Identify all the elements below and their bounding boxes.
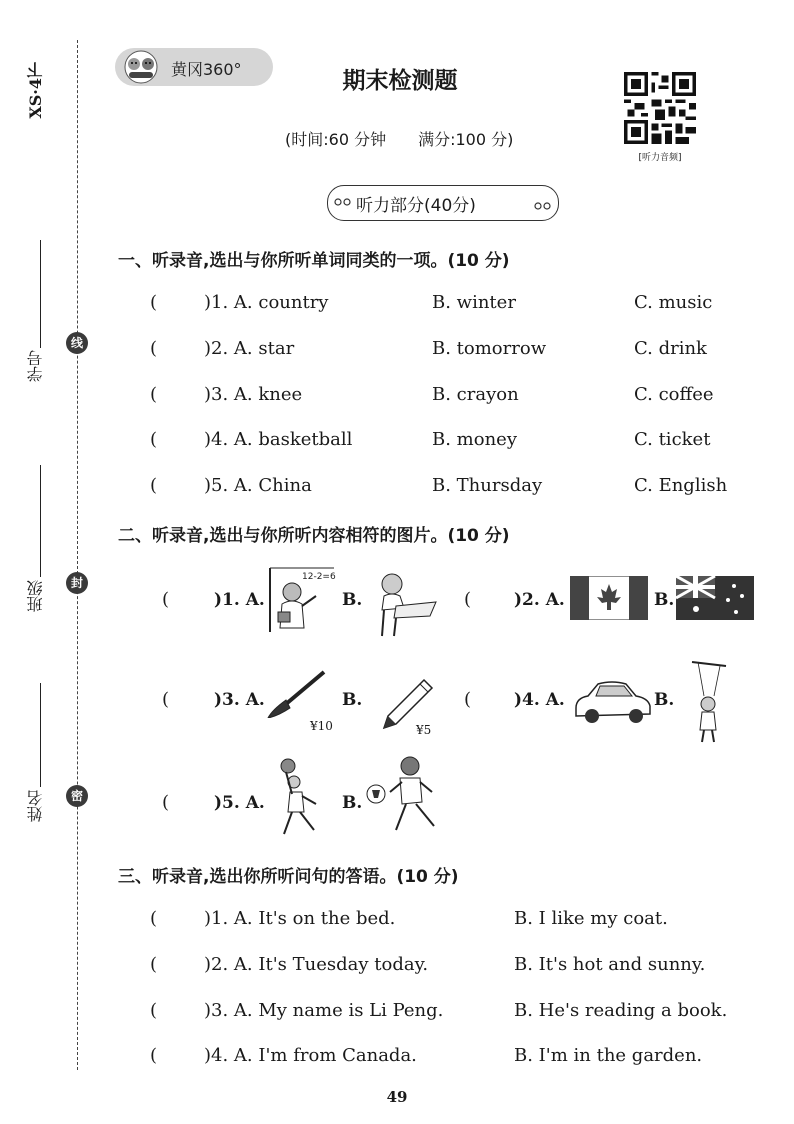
banner-dots-right-icon xyxy=(534,200,554,214)
answer-blank[interactable]: ( xyxy=(162,589,170,610)
answer-blank[interactable]: ( xyxy=(464,589,472,610)
option-a: )4. A. I'm from Canada. xyxy=(204,1045,417,1066)
option-b: B. I'm in the garden. xyxy=(514,1045,703,1066)
answer-blank[interactable]: ( xyxy=(162,689,170,710)
option-c: C. English xyxy=(634,475,728,496)
mark-feng: 封 xyxy=(66,572,88,594)
option-a: )3. A. knee xyxy=(204,384,303,405)
section1-heading: 一、听录音,选出与你所听单词同类的一项。(10 分) xyxy=(118,251,510,271)
answer-blank[interactable]: ( xyxy=(150,908,158,929)
price-b: ¥5 xyxy=(416,723,432,737)
banner-text: 听力部分(40分) xyxy=(356,196,476,216)
option-c: C. drink xyxy=(634,338,707,359)
answer-blank[interactable]: ( xyxy=(464,689,472,710)
blackboard-text: 12-2=6 xyxy=(302,572,336,582)
option-a: )2. A. It's Tuesday today. xyxy=(204,954,429,975)
option-b: B. He's reading a book. xyxy=(514,1000,728,1021)
football-player-icon xyxy=(362,752,446,836)
q2-b-label: B. xyxy=(654,590,675,610)
answer-blank[interactable]: ( xyxy=(150,954,158,975)
section-banner xyxy=(327,185,559,221)
section2-heading: 二、听录音,选出与你所听内容相符的图片。(10 分) xyxy=(118,526,510,546)
q2-label: )2. A. xyxy=(514,590,565,610)
option-b: B. Thursday xyxy=(432,475,543,496)
q1-label: )1. A. xyxy=(214,590,265,610)
option-b: B. I like my coat. xyxy=(514,908,668,929)
answer-blank[interactable]: ( xyxy=(150,384,158,405)
series-code: XS·4下 xyxy=(26,62,45,119)
brand-logo xyxy=(115,48,273,86)
page-number: 49 xyxy=(386,1088,408,1106)
q4-label: )4. A. xyxy=(514,690,565,710)
option-b: B. It's hot and sunny. xyxy=(514,954,706,975)
price-a: ¥10 xyxy=(310,719,333,733)
paintbrush-icon xyxy=(262,668,338,718)
student-no-label: 学号 xyxy=(26,350,45,382)
option-b: B. crayon xyxy=(432,384,519,405)
answer-blank[interactable]: ( xyxy=(150,1000,158,1021)
q1-b-label: B. xyxy=(342,590,363,610)
option-a: )4. A. basketball xyxy=(204,429,353,450)
option-c: C. ticket xyxy=(634,429,711,450)
basketball-player-icon xyxy=(264,756,330,840)
car-icon xyxy=(572,676,652,728)
answer-blank[interactable]: ( xyxy=(150,338,158,359)
option-c: C. coffee xyxy=(634,384,714,405)
page-title: 期末检测题 xyxy=(342,68,458,94)
teacher-blackboard-icon xyxy=(264,566,336,636)
exam-info: (时间:60 分钟 满分:100 分) xyxy=(285,130,514,149)
answer-blank[interactable]: ( xyxy=(150,475,158,496)
option-a: )3. A. My name is Li Peng. xyxy=(204,1000,444,1021)
qr-label: [听力音频] xyxy=(638,153,682,163)
answer-blank[interactable]: ( xyxy=(150,429,158,450)
student-no-line[interactable] xyxy=(40,240,41,348)
section3-heading: 三、听录音,选出你所听问句的答语。(10 分) xyxy=(118,867,459,887)
name-line[interactable] xyxy=(40,683,41,787)
student-writing-icon xyxy=(370,566,442,638)
canada-flag-icon xyxy=(570,576,648,620)
class-label: 班级 xyxy=(26,580,45,612)
qr-code-icon[interactable] xyxy=(624,72,696,144)
answer-blank[interactable]: ( xyxy=(150,1045,158,1066)
kids-mascot-icon xyxy=(121,50,161,84)
q3-b-label: B. xyxy=(342,690,363,710)
option-a: )1. A. It's on the bed. xyxy=(204,908,396,929)
mark-mi: 密 xyxy=(66,785,88,807)
q3-label: )3. A. xyxy=(214,690,265,710)
option-c: C. music xyxy=(634,292,713,313)
mark-xian: 线 xyxy=(66,332,88,354)
option-b: B. winter xyxy=(432,292,516,313)
name-label: 姓名 xyxy=(26,790,45,822)
option-b: B. tomorrow xyxy=(432,338,547,359)
logo-text: 黄冈360° xyxy=(171,60,242,79)
puppet-icon xyxy=(684,656,734,744)
option-b: B. money xyxy=(432,429,517,450)
option-a: )5. A. China xyxy=(204,475,312,496)
q5-b-label: B. xyxy=(342,793,363,813)
q5-label: )5. A. xyxy=(214,793,265,813)
answer-blank[interactable]: ( xyxy=(162,792,170,813)
banner-dots-icon xyxy=(334,196,354,210)
binding-dashed-line xyxy=(77,40,78,1070)
option-a: )2. A. star xyxy=(204,338,295,359)
option-a: )1. A. country xyxy=(204,292,329,313)
australia-flag-icon xyxy=(676,576,754,620)
class-line[interactable] xyxy=(40,465,41,577)
answer-blank[interactable]: ( xyxy=(150,292,158,313)
q4-b-label: B. xyxy=(654,690,675,710)
